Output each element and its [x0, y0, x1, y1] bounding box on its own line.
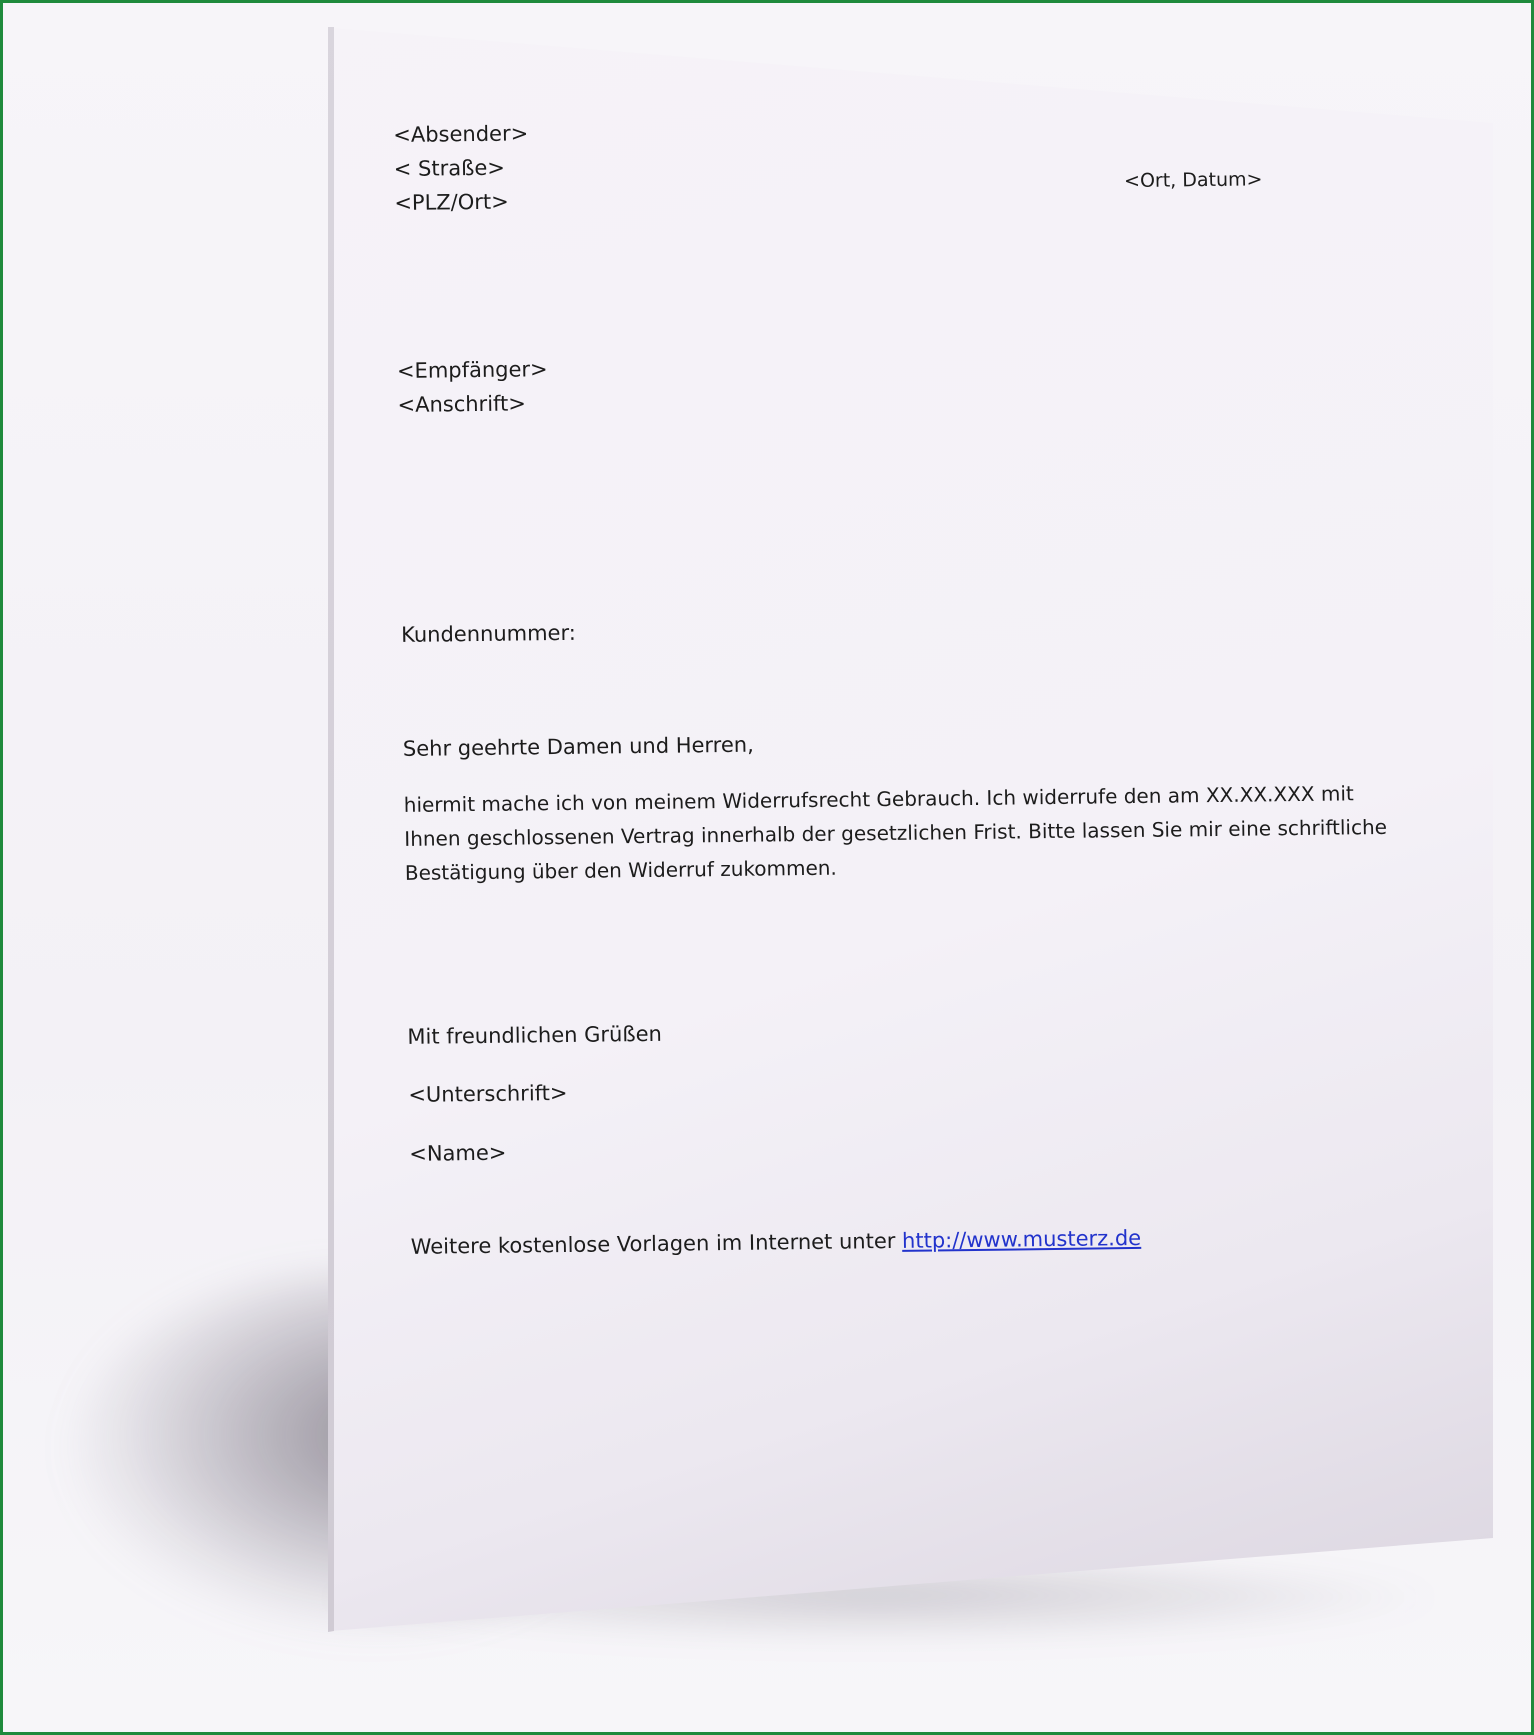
letter-content — [393, 105, 1462, 1358]
place-date: <Ort, Datum> — [1123, 168, 1263, 193]
customer-number-label: Kundennummer: — [400, 620, 577, 647]
signature-placeholder: <Unterschrift> — [408, 1080, 568, 1107]
letter-body: hiermit mache ich von meinem Widerrufsrecht Gebrauch. Ich widerrufe den am XX.XX.XXX mit Ihnen geschlossenen Vertrag innerhalb der gesetzlichen Frist. Bitte lassen Sie mir eine schriftliche Bestätigung über den Widerruf zukommen. — [403, 781, 1388, 885]
footer-link[interactable]: http://www.musterz.de — [901, 1225, 1142, 1253]
salutation: Sehr geehrte Damen und Herren, — [402, 732, 754, 761]
name-placeholder: <Name> — [409, 1140, 507, 1166]
recipient-address: <Anschrift> — [397, 391, 527, 417]
sender-zip-city: <PLZ/Ort> — [394, 189, 509, 215]
sender-street: < Straße> — [393, 155, 506, 181]
closing: Mit freundlichen Grüßen — [407, 1021, 663, 1049]
footer-line — [410, 1221, 1141, 1264]
sender-name: <Absender> — [393, 121, 529, 147]
recipient-block — [397, 352, 549, 422]
recipient-name: <Empfänger> — [396, 357, 548, 383]
sender-block — [393, 116, 530, 220]
footer-text: Weitere kostenlose Vorlagen im Internet unter — [410, 1228, 903, 1259]
